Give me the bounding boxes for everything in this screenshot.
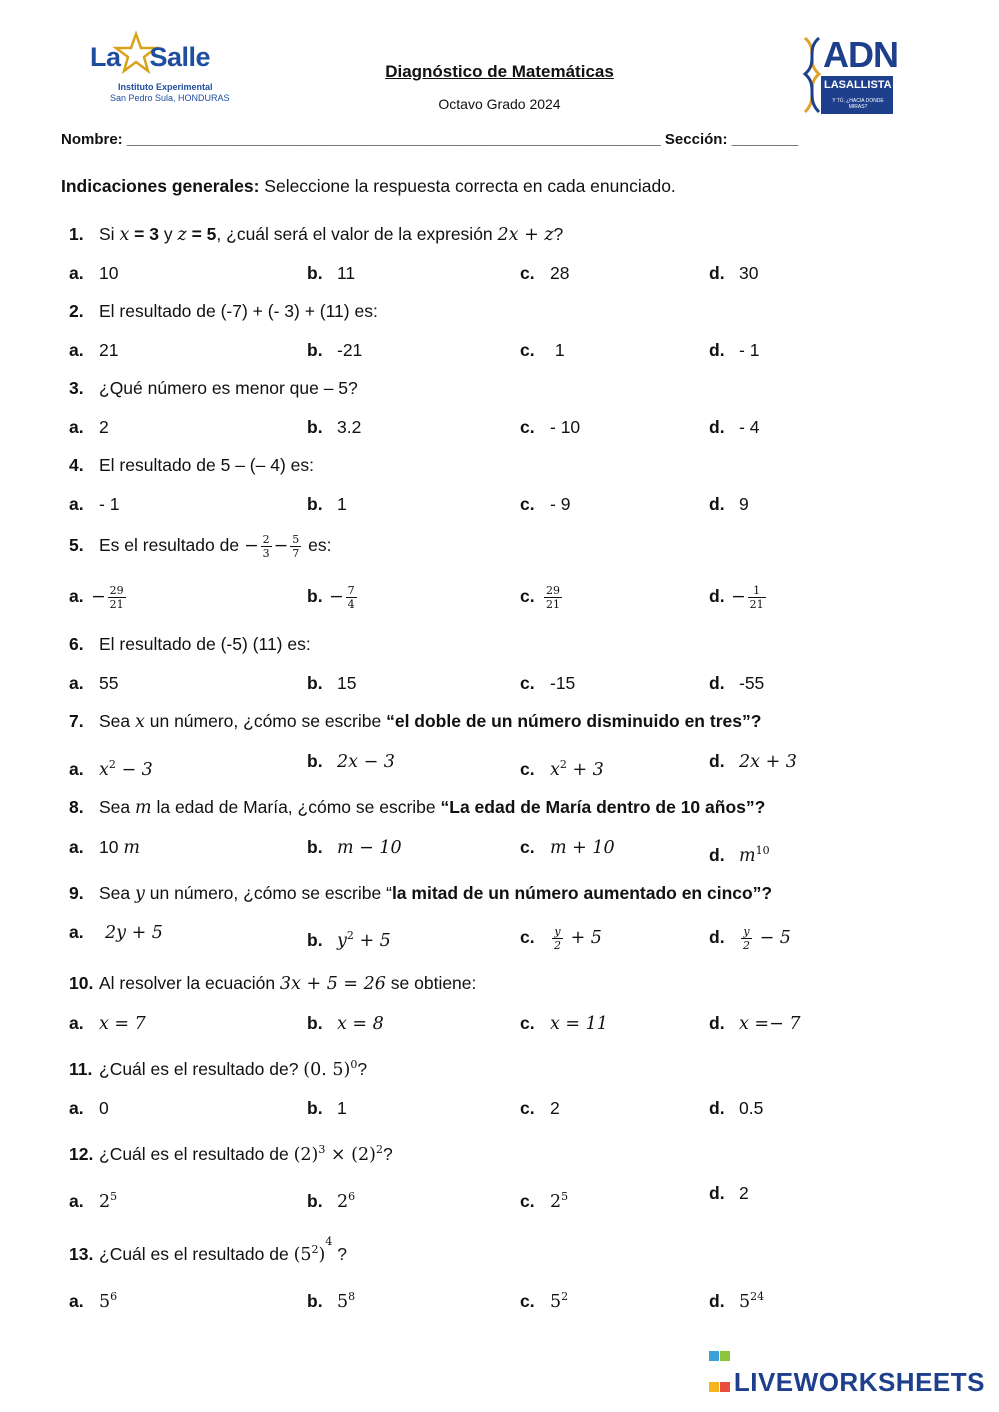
option-expression: 2x + 3 bbox=[739, 752, 797, 772]
option-value: 2 bbox=[99, 417, 109, 437]
minus-sign: − bbox=[273, 536, 289, 557]
option-letter: a. bbox=[69, 1290, 84, 1311]
question-number: 7. bbox=[69, 711, 84, 731]
option-letter: b. bbox=[307, 340, 323, 360]
power-exponent: 2 bbox=[375, 1143, 383, 1156]
question-12 bbox=[69, 1143, 393, 1165]
question-text: un número, ¿cómo se escribe bbox=[144, 711, 387, 731]
question-text: ? bbox=[357, 1058, 368, 1079]
q9-option-d[interactable] bbox=[709, 925, 791, 952]
question-text: Sea bbox=[99, 883, 135, 903]
q9-option-a[interactable] bbox=[69, 922, 163, 943]
fraction-numerator: 1 bbox=[748, 584, 766, 598]
option-value: -55 bbox=[739, 673, 765, 693]
option-letter: b. bbox=[307, 263, 323, 283]
option-value: - 9 bbox=[550, 494, 571, 514]
q3-option-c[interactable] bbox=[520, 417, 580, 438]
option-expression: − 5 bbox=[754, 928, 791, 949]
option-expression: x bbox=[550, 759, 560, 780]
question-number: 12. bbox=[69, 1143, 94, 1164]
power-base: 5 bbox=[337, 1291, 349, 1312]
equation: 3x + 5 = 26 bbox=[279, 974, 386, 994]
option-letter: d. bbox=[709, 586, 725, 607]
option-value: 9 bbox=[739, 494, 749, 514]
q1-var-z: z bbox=[177, 225, 187, 245]
q13-option-c[interactable] bbox=[520, 1290, 568, 1312]
q1-option-b[interactable] bbox=[307, 263, 355, 284]
option-letter: a. bbox=[69, 586, 84, 607]
option-expression: 2x − 3 bbox=[337, 752, 395, 772]
option-letter: c. bbox=[520, 1013, 535, 1033]
question-number: 3. bbox=[69, 378, 84, 398]
fraction-numerator: y bbox=[741, 925, 752, 939]
option-expression: − 3 bbox=[115, 759, 153, 780]
power-base: 2 bbox=[337, 1191, 349, 1212]
option-letter: b. bbox=[307, 1013, 323, 1033]
q3-option-b[interactable] bbox=[307, 417, 361, 438]
power-base: (5 bbox=[293, 1244, 312, 1265]
power-exponent: 24 bbox=[750, 1290, 765, 1303]
instructions-label: Indicaciones generales: bbox=[61, 176, 260, 196]
option-value: 2 bbox=[550, 1098, 560, 1118]
q4-option-c[interactable] bbox=[520, 494, 570, 515]
option-letter: a. bbox=[69, 837, 84, 857]
option-letter: a. bbox=[69, 263, 84, 283]
option-letter: c. bbox=[520, 1098, 535, 1118]
option-value: 3.2 bbox=[337, 417, 362, 437]
option-exponent: 2 bbox=[346, 929, 354, 942]
q7-option-b[interactable] bbox=[307, 751, 395, 772]
fraction-numerator: 2 bbox=[262, 533, 270, 546]
q12-option-b[interactable] bbox=[307, 1190, 355, 1212]
option-letter: c. bbox=[520, 837, 535, 857]
option-value: 1 bbox=[337, 1098, 347, 1118]
option-letter: a. bbox=[69, 1190, 84, 1211]
option-value: - 10 bbox=[550, 417, 581, 437]
q12-option-c[interactable] bbox=[520, 1190, 568, 1212]
fraction bbox=[346, 584, 357, 611]
option-value: - 4 bbox=[739, 417, 760, 437]
variable: m bbox=[135, 798, 152, 818]
fraction-denominator: 7 bbox=[292, 547, 300, 560]
option-value: 21 bbox=[99, 340, 119, 360]
fraction bbox=[544, 584, 562, 611]
name-label: Nombre: bbox=[61, 131, 127, 148]
fraction-denominator: 2 bbox=[554, 939, 561, 952]
minus-sign: − bbox=[329, 587, 344, 608]
option-letter: c. bbox=[520, 263, 535, 283]
q6-option-c[interactable] bbox=[520, 673, 575, 694]
question-number: 1. bbox=[69, 224, 84, 244]
fraction bbox=[261, 533, 272, 560]
option-letter: d. bbox=[709, 417, 725, 437]
minus-sign: − bbox=[91, 587, 106, 608]
option-value: 1 bbox=[550, 340, 565, 360]
logo-right-tagline: Y TÚ, ¿HACIA DONDE MIRAS? bbox=[832, 98, 884, 110]
q6-option-a[interactable] bbox=[69, 673, 118, 694]
q10-option-c[interactable] bbox=[520, 1013, 608, 1034]
option-letter: a. bbox=[69, 758, 84, 779]
question-number: 4. bbox=[69, 455, 84, 475]
question-text: ¿Cuál es el resultado de? bbox=[99, 1058, 304, 1079]
option-letter: c. bbox=[520, 417, 535, 437]
question-emphasis: “La edad de María dentro de 10 años”? bbox=[440, 797, 766, 817]
q1-option-d[interactable] bbox=[709, 263, 758, 284]
q2-option-a[interactable] bbox=[69, 340, 118, 361]
option-value: -15 bbox=[550, 673, 576, 693]
q1-text: , ¿cuál será el valor de la expresión bbox=[216, 224, 498, 244]
option-letter: d. bbox=[709, 927, 725, 948]
instructions-text: Seleccione la respuesta correcta en cada enunciado. bbox=[259, 176, 676, 196]
option-letter: a. bbox=[69, 417, 84, 437]
question-text: un número, ¿cómo se escribe “ bbox=[144, 883, 392, 903]
q6-option-d[interactable] bbox=[709, 673, 764, 694]
option-value: 11 bbox=[337, 263, 356, 283]
option-letter: d. bbox=[709, 844, 725, 865]
power-base: 2 bbox=[99, 1191, 111, 1212]
option-letter: b. bbox=[307, 673, 323, 693]
power-base: (2) bbox=[351, 1144, 376, 1165]
logo-left-line2: San Pedro Sula, HONDURAS bbox=[110, 93, 230, 103]
fraction-denominator: 21 bbox=[109, 598, 124, 611]
power-exponent: 8 bbox=[348, 1290, 356, 1303]
question-text: Al resolver la ecuación bbox=[99, 973, 280, 993]
option-value: 30 bbox=[739, 263, 759, 283]
option-letter: c. bbox=[520, 1190, 535, 1211]
q1-option-c[interactable] bbox=[520, 263, 569, 284]
option-letter: d. bbox=[709, 263, 725, 283]
option-coefficient: 10 bbox=[99, 837, 124, 857]
q10-option-a[interactable] bbox=[69, 1013, 146, 1034]
minus-sign: − bbox=[243, 536, 259, 557]
q7-option-c[interactable] bbox=[520, 758, 604, 780]
q9-option-b[interactable] bbox=[307, 929, 391, 951]
logo-right-main: ADN bbox=[823, 34, 898, 75]
question-text: El resultado de (-7) + (- 3) + (11) es: bbox=[99, 301, 378, 321]
q3-option-a[interactable] bbox=[69, 417, 109, 438]
question-11 bbox=[69, 1058, 367, 1080]
question-text: es: bbox=[303, 535, 332, 556]
question-4 bbox=[69, 455, 314, 476]
q2-option-d[interactable] bbox=[709, 340, 759, 361]
option-expression: + 5 bbox=[353, 930, 391, 951]
instructions bbox=[61, 176, 676, 197]
option-value: 0.5 bbox=[739, 1098, 764, 1118]
option-exponent: 2 bbox=[108, 758, 116, 771]
option-letter: b. bbox=[307, 494, 323, 514]
option-expression: + 3 bbox=[566, 759, 604, 780]
question-number: 9. bbox=[69, 883, 84, 903]
fraction-denominator: 4 bbox=[347, 598, 355, 611]
q5-option-b[interactable] bbox=[307, 584, 359, 611]
variable: x bbox=[135, 712, 145, 732]
fraction-numerator: 29 bbox=[109, 584, 124, 597]
question-text: ¿Cuál es el resultado de bbox=[99, 1243, 294, 1264]
option-expression: m + 10 bbox=[550, 838, 615, 858]
fraction-numerator: y bbox=[552, 925, 563, 939]
option-letter: b. bbox=[307, 1098, 323, 1118]
question-text: la edad de María, ¿cómo se escribe bbox=[151, 797, 441, 817]
option-letter: a. bbox=[69, 673, 84, 693]
power-base: 5 bbox=[550, 1291, 562, 1312]
option-letter: d. bbox=[709, 1290, 725, 1311]
option-exponent: 10 bbox=[755, 844, 770, 857]
q11-option-a[interactable] bbox=[69, 1098, 109, 1119]
power-exponent: 2 bbox=[311, 1243, 319, 1256]
variable: y bbox=[135, 884, 145, 904]
option-letter: b. bbox=[307, 586, 323, 607]
q7-option-d[interactable] bbox=[709, 751, 797, 772]
power-exponent: 5 bbox=[561, 1190, 569, 1203]
question-9 bbox=[69, 883, 772, 904]
option-letter: d. bbox=[709, 1098, 725, 1118]
power-base: 5 bbox=[99, 1291, 111, 1312]
power-exponent: 2 bbox=[561, 1290, 569, 1303]
fraction bbox=[108, 584, 126, 611]
option-value: 28 bbox=[550, 263, 570, 283]
question-emphasis: “el doble de un número disminuido en tres”? bbox=[386, 711, 762, 731]
question-10 bbox=[69, 973, 476, 994]
q3-option-d[interactable] bbox=[709, 417, 759, 438]
fraction bbox=[741, 925, 752, 952]
option-letter: c. bbox=[520, 927, 535, 948]
q13-option-a[interactable] bbox=[69, 1290, 117, 1312]
q5-option-c[interactable] bbox=[520, 584, 564, 611]
option-expression: m bbox=[123, 838, 140, 858]
option-letter: c. bbox=[520, 673, 535, 693]
option-letter: c. bbox=[520, 494, 535, 514]
option-letter: d. bbox=[709, 673, 725, 693]
page-subtitle: Octavo Grado 2024 bbox=[438, 96, 561, 112]
question-8 bbox=[69, 797, 765, 818]
q4-option-b[interactable] bbox=[307, 494, 347, 515]
option-letter: b. bbox=[307, 1190, 323, 1211]
option-expression: 2y + 5 bbox=[105, 923, 163, 943]
option-letter: d. bbox=[709, 1183, 725, 1203]
times-sign: × bbox=[325, 1144, 352, 1165]
question-13 bbox=[69, 1235, 347, 1265]
option-expression: x = 8 bbox=[337, 1014, 384, 1034]
power-exponent: 5 bbox=[110, 1190, 118, 1203]
option-expression: x =− 7 bbox=[739, 1014, 801, 1034]
name-field[interactable]: ________________________________________________________________ bbox=[126, 131, 661, 148]
option-expression: m bbox=[739, 845, 756, 866]
q12-option-d[interactable] bbox=[709, 1183, 749, 1204]
fraction bbox=[552, 925, 563, 952]
option-value: - 1 bbox=[739, 340, 760, 360]
option-value: 55 bbox=[99, 673, 119, 693]
power-exponent: 6 bbox=[110, 1290, 118, 1303]
option-value: 1 bbox=[337, 494, 347, 514]
q1-val-z: = 5 bbox=[186, 224, 217, 244]
option-expression: x = 11 bbox=[550, 1014, 608, 1034]
option-letter: d. bbox=[709, 751, 725, 771]
page-title: Diagnóstico de Matemáticas bbox=[385, 62, 614, 81]
q8-option-b[interactable] bbox=[307, 837, 402, 858]
q11-option-d[interactable] bbox=[709, 1098, 763, 1119]
q1-text: ? bbox=[553, 224, 564, 244]
question-text: se obtiene: bbox=[385, 973, 477, 993]
option-value: 0 bbox=[99, 1098, 109, 1118]
fraction-numerator: 7 bbox=[347, 584, 355, 597]
question-6 bbox=[69, 634, 311, 655]
power-base: 2 bbox=[550, 1191, 562, 1212]
q12-option-a[interactable] bbox=[69, 1190, 117, 1212]
power-exponent: 6 bbox=[348, 1190, 356, 1203]
q2-option-c[interactable] bbox=[520, 340, 565, 361]
q13-option-d[interactable] bbox=[709, 1290, 764, 1312]
option-letter: a. bbox=[69, 1013, 84, 1033]
option-letter: c. bbox=[520, 758, 535, 779]
question-number: 5. bbox=[69, 535, 84, 556]
question-text: ? bbox=[332, 1243, 347, 1264]
option-letter: c. bbox=[520, 340, 535, 360]
option-letter: a. bbox=[69, 1098, 84, 1118]
option-letter: d. bbox=[709, 494, 725, 514]
question-text: Sea bbox=[99, 711, 135, 731]
question-text: El resultado de 5 – (– 4) es: bbox=[99, 455, 314, 475]
fraction bbox=[290, 533, 301, 560]
question-number: 6. bbox=[69, 634, 84, 654]
q8-option-c[interactable] bbox=[520, 837, 615, 858]
question-emphasis: la mitad de un número aumentado en cinco”? bbox=[391, 883, 773, 903]
question-text: ¿Cuál es el resultado de bbox=[99, 1143, 294, 1164]
fraction-denominator: 3 bbox=[262, 547, 270, 560]
question-number: 13. bbox=[69, 1243, 94, 1264]
option-expression: x bbox=[99, 759, 109, 780]
fraction-numerator: 29 bbox=[546, 584, 560, 597]
option-letter: b. bbox=[307, 1290, 323, 1311]
power-base: 5 bbox=[739, 1291, 751, 1312]
option-letter: c. bbox=[520, 586, 535, 607]
option-letter: b. bbox=[307, 417, 323, 437]
question-number: 11. bbox=[69, 1058, 93, 1079]
fraction-numerator: 5 bbox=[292, 533, 300, 546]
question-1 bbox=[69, 224, 563, 245]
option-value: 10 bbox=[99, 263, 119, 283]
option-letter: d. bbox=[709, 1013, 725, 1033]
fraction-denominator: 21 bbox=[546, 598, 560, 611]
option-expression: x = 7 bbox=[99, 1014, 146, 1034]
question-text: Sea bbox=[99, 797, 135, 817]
option-letter: d. bbox=[709, 340, 725, 360]
q13-option-b[interactable] bbox=[307, 1290, 355, 1312]
power-exponent: 0 bbox=[350, 1058, 358, 1071]
q1-val-x: = 3 bbox=[129, 224, 159, 244]
question-number: 8. bbox=[69, 797, 84, 817]
q2-option-b[interactable] bbox=[307, 340, 362, 361]
liveworksheets-icon bbox=[709, 1338, 731, 1360]
section-label: Sección: bbox=[660, 131, 732, 148]
q6-option-b[interactable] bbox=[307, 673, 356, 694]
q4-option-a[interactable] bbox=[69, 494, 119, 515]
option-letter: b. bbox=[307, 929, 323, 950]
option-expression: y bbox=[337, 930, 347, 951]
power-exponent: 3 bbox=[318, 1143, 326, 1156]
option-value: 2 bbox=[739, 1183, 749, 1203]
name-line bbox=[61, 131, 798, 148]
fraction bbox=[748, 584, 766, 611]
option-exponent: 2 bbox=[559, 758, 567, 771]
option-letter: a. bbox=[69, 922, 84, 942]
minus-sign: − bbox=[731, 587, 746, 608]
q1-var-x: x bbox=[119, 225, 130, 245]
q1-text: y bbox=[159, 224, 178, 244]
question-text: ? bbox=[382, 1143, 393, 1164]
option-letter: a. bbox=[69, 340, 84, 360]
option-expression: m − 10 bbox=[337, 838, 402, 858]
question-text: Es el resultado de bbox=[99, 535, 244, 556]
power-exponent: 4 bbox=[325, 1235, 333, 1248]
fraction-denominator: 21 bbox=[749, 598, 764, 611]
q5-option-d[interactable] bbox=[709, 584, 768, 611]
option-value: -21 bbox=[337, 340, 363, 360]
question-number: 10. bbox=[69, 973, 94, 993]
q8-option-a[interactable] bbox=[69, 837, 140, 858]
q11-option-b[interactable] bbox=[307, 1098, 347, 1119]
q10-option-b[interactable] bbox=[307, 1013, 384, 1034]
question-number: 2. bbox=[69, 301, 84, 321]
logo-left-line1: Instituto Experimental bbox=[118, 82, 213, 92]
option-value: - 1 bbox=[99, 494, 120, 514]
section-field[interactable]: ________ bbox=[731, 131, 799, 148]
option-letter: b. bbox=[307, 837, 323, 857]
liveworksheets-logo bbox=[709, 1338, 985, 1398]
option-letter: b. bbox=[307, 751, 323, 771]
q1-expression: 2x + z bbox=[497, 225, 554, 245]
logo-right-sub: LASALLISTA bbox=[824, 79, 892, 91]
power-base: (0. 5) bbox=[303, 1059, 351, 1080]
question-2 bbox=[69, 301, 378, 322]
q1-text: Si bbox=[99, 224, 120, 244]
option-letter: c. bbox=[520, 1290, 535, 1311]
q7-option-a[interactable] bbox=[69, 758, 153, 780]
question-7 bbox=[69, 711, 761, 732]
q1-option-a[interactable] bbox=[69, 263, 118, 284]
liveworksheets-text: LIVEWORKSHEETS bbox=[733, 1367, 985, 1397]
q9-option-c[interactable] bbox=[520, 925, 602, 952]
question-5 bbox=[69, 533, 332, 560]
fraction-denominator: 2 bbox=[743, 939, 750, 952]
question-text: El resultado de (-5) (11) es: bbox=[99, 634, 311, 654]
power-base: ) bbox=[318, 1244, 326, 1265]
option-value: 15 bbox=[337, 673, 357, 693]
q4-option-d[interactable] bbox=[709, 494, 749, 515]
q11-option-c[interactable] bbox=[520, 1098, 560, 1119]
question-text: ¿Qué número es menor que – 5? bbox=[99, 378, 358, 398]
power-base: (2) bbox=[293, 1144, 319, 1165]
q10-option-d[interactable] bbox=[709, 1013, 800, 1034]
question-3 bbox=[69, 378, 358, 399]
q5-option-a[interactable] bbox=[69, 584, 128, 611]
logo-left-main: La Salle bbox=[90, 42, 211, 72]
option-expression: + 5 bbox=[565, 928, 602, 949]
option-letter: a. bbox=[69, 494, 84, 514]
q8-option-d[interactable] bbox=[709, 844, 770, 866]
